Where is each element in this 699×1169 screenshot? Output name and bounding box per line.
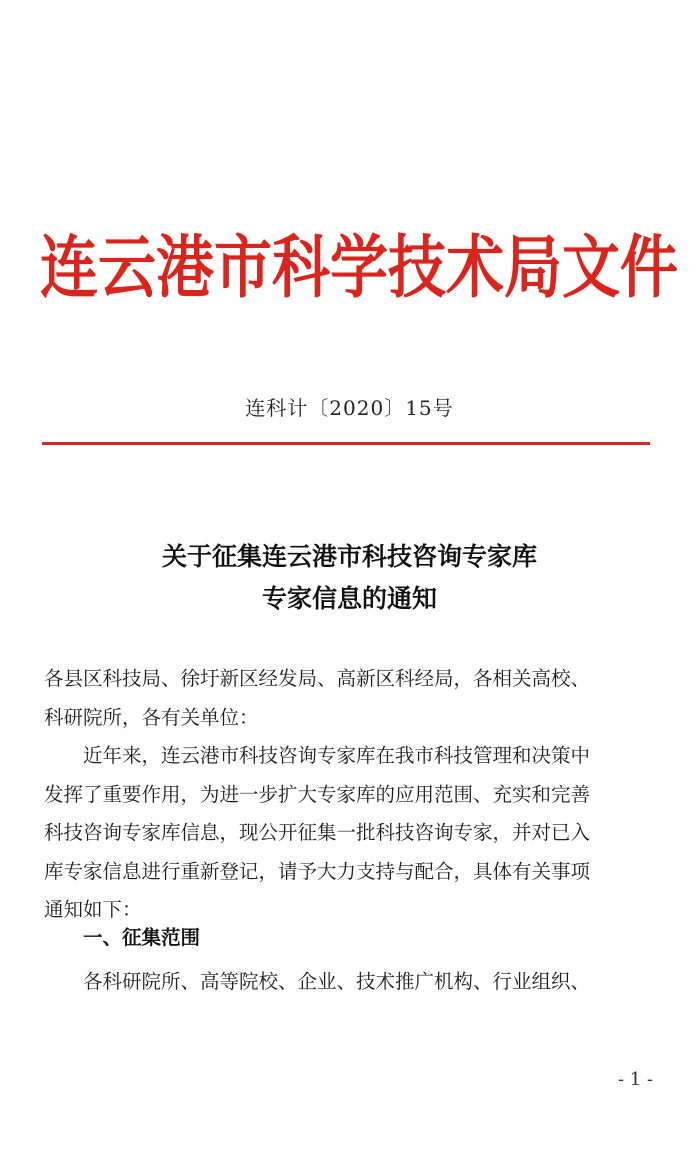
notice-title-line-1: 关于征集连云港市科技咨询专家库 [161, 542, 537, 571]
document-number: 连科计〔2020〕15号 [245, 396, 454, 420]
paragraph-line: 库专家信息进行重新登记，请予大力支持与配合，具体有关事项 [44, 859, 591, 883]
paragraph-line: 各科研院所、高等院校、企业、技术推广机构、行业组织、 [83, 970, 591, 993]
addressee-block [44, 660, 656, 737]
paragraph-line: 发挥了重要作用，为进一步扩大专家库的应用范围、充实和完善 [44, 782, 591, 806]
red-divider-line [42, 442, 650, 445]
paragraph-line: 科技咨询专家库信息，现公开征集一批科技咨询专家，并对已入 [44, 821, 591, 844]
addressee-line: 科研院所，各有关单位： [44, 705, 259, 729]
paragraph-line: 近年来，连云港市科技咨询专家库在我市科技管理和决策中 [83, 744, 591, 767]
page-number: - 1 - [617, 1069, 653, 1090]
paragraph-scope [44, 963, 656, 1002]
section-heading-1: 一、征集范围 [83, 926, 201, 949]
paragraph-line: 通知如下： [44, 898, 142, 921]
paragraph-intro [44, 737, 656, 930]
notice-title-line-2: 专家信息的通知 [261, 584, 437, 613]
addressee-line: 各县区科技局、徐圩新区经发局、高新区科经局，各相关高校、 [44, 667, 591, 690]
masthead-title: 连云港市科学技术局文件 [40, 227, 679, 308]
